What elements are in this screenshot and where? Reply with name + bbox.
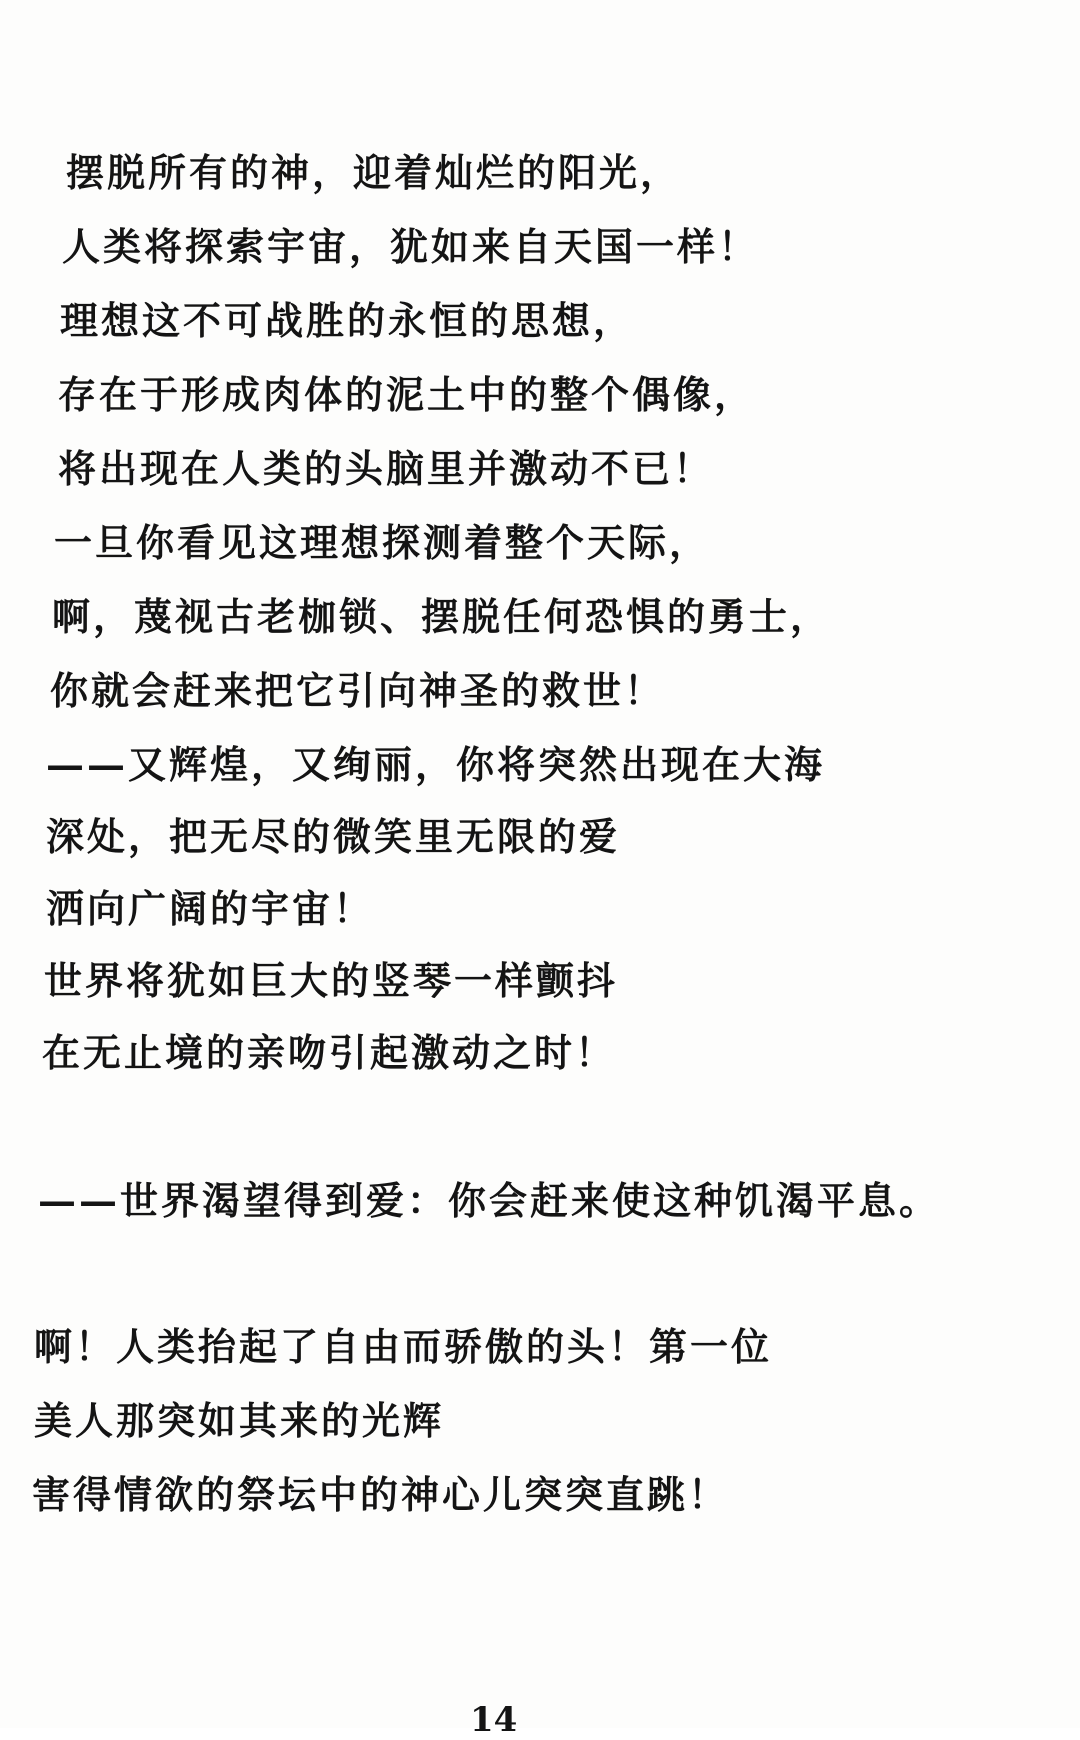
poem-line: 一旦你看见这理想探测着整个天际，: [54, 520, 711, 565]
poem-line: 人类将探索宇宙，犹如来自天国一样！: [62, 224, 760, 269]
poem-line: 存在于形成肉体的泥土中的整个偶像，: [58, 372, 756, 417]
poem-line: ——又辉煌，又绚丽，你将突然出现在大海: [46, 742, 826, 787]
poem-line: 美人那突如其来的光辉: [34, 1398, 445, 1443]
poem-line: ——世界渴望得到爱：你会赶来使这种饥渴平息。: [38, 1178, 941, 1223]
poem-line: 啊，蔑视古老枷锁、摆脱任何恐惧的勇士，: [52, 594, 832, 639]
poem-line: 在无止境的亲吻引起激动之时！: [42, 1030, 617, 1075]
poem-line: 深处，把无尽的微笑里无限的爱: [46, 814, 621, 859]
poem-line: 害得情欲的祭坛中的神心儿突突直跳！: [32, 1472, 730, 1517]
poem-line: 理想这不可战胜的永恒的思想，: [60, 298, 635, 343]
poem-line: 将出现在人类的头脑里并激动不已！: [58, 446, 715, 491]
poem-line: 你就会赶来把它引向神圣的救世！: [50, 668, 666, 713]
poem-line: 啊！人类抬起了自由而骄傲的头！第一位: [34, 1324, 773, 1369]
page-number: 14: [470, 1700, 518, 1740]
poem-line: 洒向广阔的宇宙！: [46, 886, 375, 931]
poem-line: 摆脱所有的神，迎着灿烂的阳光，: [66, 150, 682, 195]
poem-line: 世界将犹如巨大的竖琴一样颤抖: [44, 958, 619, 1003]
